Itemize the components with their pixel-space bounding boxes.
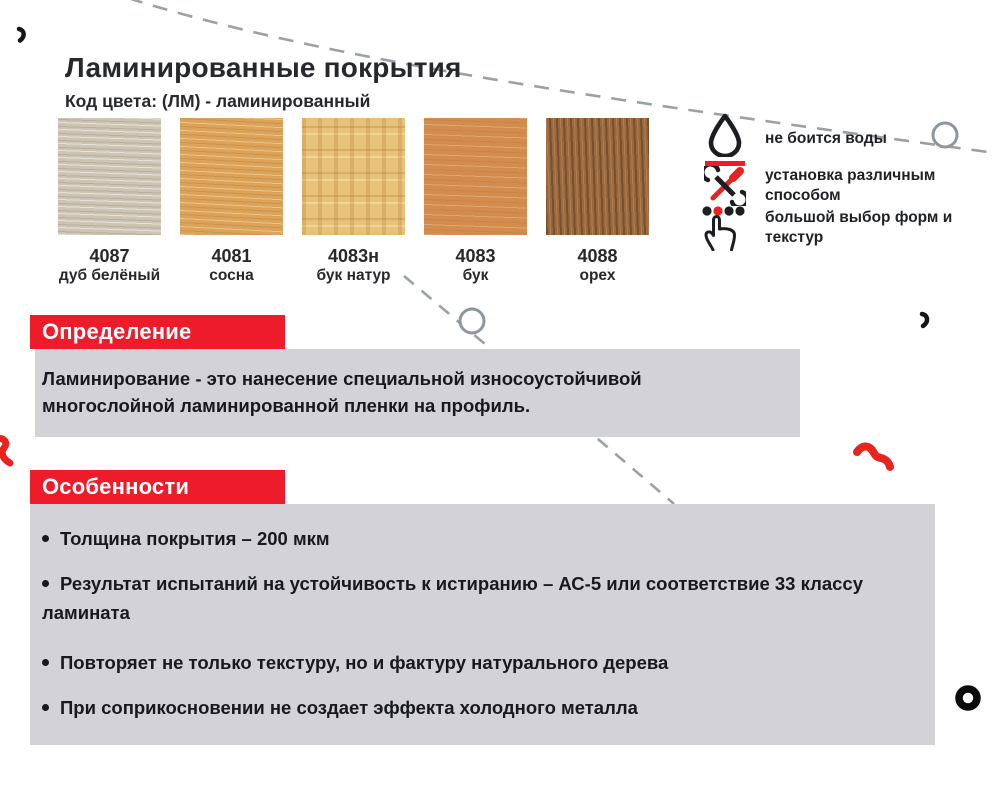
benefit-label: установка различным способом [765, 167, 936, 205]
swatch-name: сосна [209, 266, 254, 284]
feature-item: Толщина покрытия – 200 мкм [42, 524, 913, 553]
swatch-name: дуб белёный [58, 266, 161, 284]
benefit-water [702, 113, 970, 166]
feature-item: Повторяет не только текстуру, но и фактуру натурального дерева [42, 648, 913, 677]
feature-item: При соприкосновении не создает эффекта холодного металла [42, 693, 913, 722]
wood-swatch [58, 118, 161, 235]
wood-swatch [302, 118, 405, 235]
red-squiggle-right [857, 446, 890, 467]
swatch-name: бук [462, 266, 489, 284]
swatch-code: 4087 [89, 246, 130, 266]
swatch-card-4081 [180, 118, 283, 285]
ink-comma-top-left [19, 29, 24, 41]
benefit-variety [702, 205, 970, 251]
header [65, 52, 462, 112]
features-list [42, 524, 913, 722]
definition-text: Ламинирование - это нанесение специальной износоустойчивой многослойной ламинированной пленки на профиль. [42, 368, 642, 416]
wood-swatch [424, 118, 527, 235]
hand-choice-icon [702, 205, 748, 251]
swatch-card-4083n [302, 118, 405, 285]
swatch-code: 4083н [328, 246, 379, 266]
ink-donut-bottom-right [959, 689, 977, 707]
swatch-card-4088 [546, 118, 649, 285]
water-drop-icon [702, 113, 748, 166]
guide-circle-middle [460, 309, 484, 333]
features-panel [30, 504, 935, 745]
features-heading: Особенности [42, 474, 190, 499]
swatch-code: 4088 [577, 246, 618, 266]
swatch-name: бук натур [316, 266, 391, 284]
color-code-subtitle [65, 91, 462, 112]
feature-item: Результат испытаний на устойчивость к истиранию – АС-5 или соответствие 33 классу ламината [42, 569, 913, 627]
definition-panel [35, 349, 800, 437]
color-swatch-row [58, 118, 649, 285]
red-squiggle-left [0, 438, 10, 463]
features-heading-banner [30, 470, 285, 504]
definition-heading: Определение [42, 319, 192, 344]
benefit-label: большой выбор форм и текстур [765, 208, 953, 246]
definition-heading-banner [30, 315, 285, 349]
subtitle-prefix: Код цвета: [65, 91, 162, 111]
swatch-card-4083 [424, 118, 527, 285]
wood-swatch [546, 118, 649, 235]
benefit-label: не боится воды [765, 130, 887, 148]
subtitle-code: (ЛМ) [161, 91, 201, 111]
ink-comma-right [922, 314, 927, 326]
swatch-code: 4083 [455, 246, 496, 266]
benefit-installation [702, 166, 970, 206]
subtitle-suffix: - ламинированный [200, 91, 371, 111]
swatch-card-4087 [58, 118, 161, 285]
page-title: Ламинированные покрытия [65, 52, 462, 83]
swatch-name: орех [579, 266, 616, 284]
swatch-code: 4081 [211, 246, 252, 266]
wood-swatch [180, 118, 283, 235]
tools-icon [702, 166, 748, 206]
